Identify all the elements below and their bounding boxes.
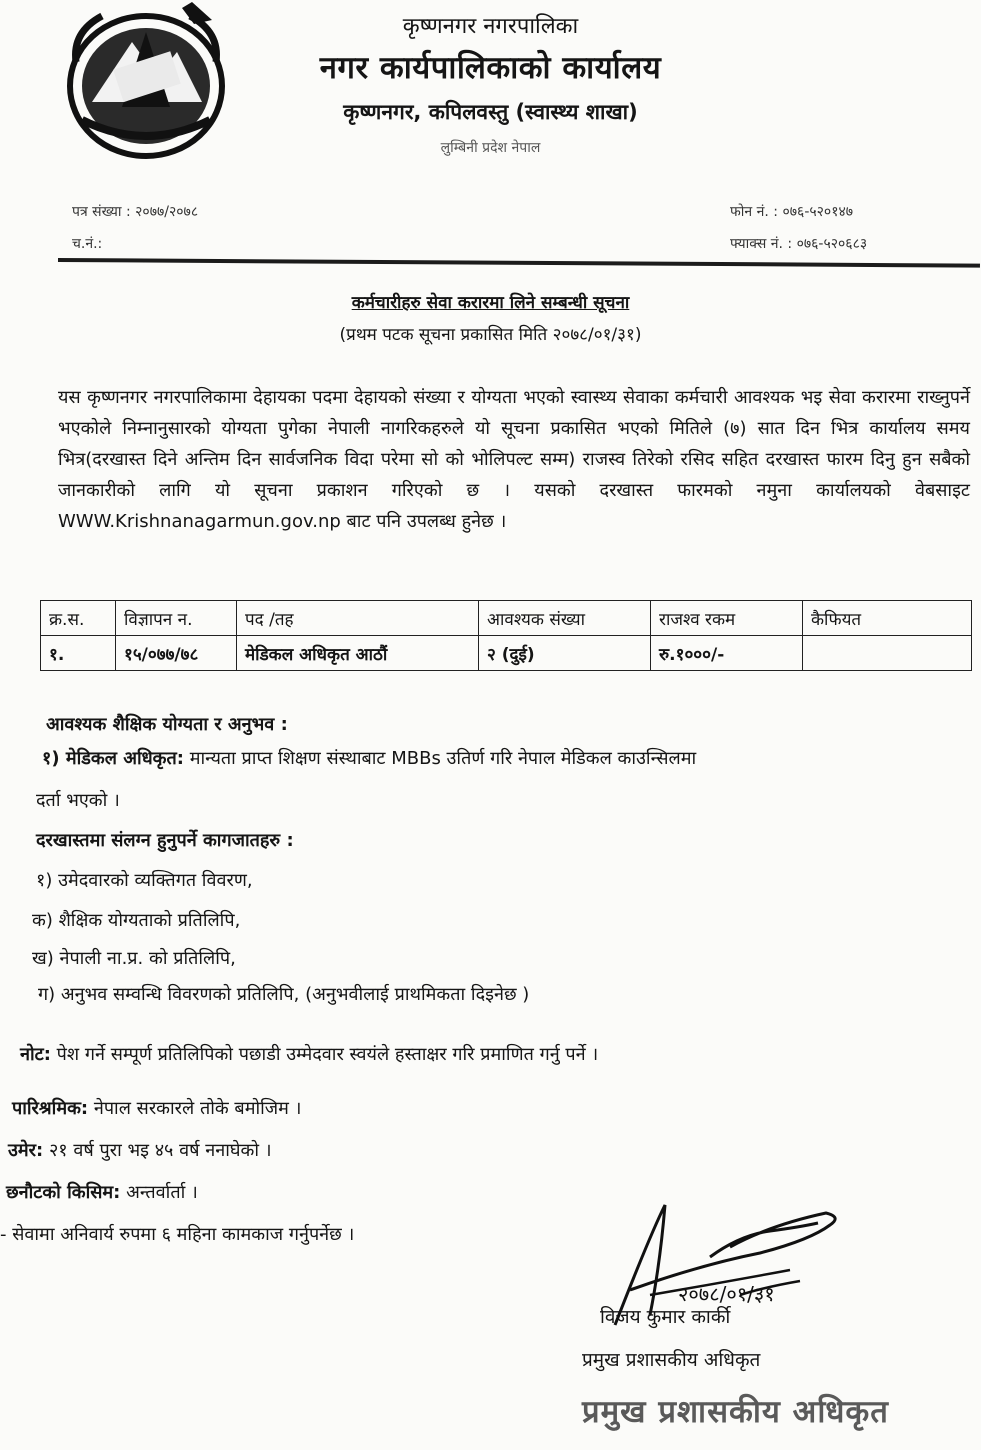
document-item-education: क) शैक्षिक योग्यताको प्रतिलिपि, [32, 910, 241, 931]
header-divider [58, 258, 980, 268]
vacancy-table [40, 600, 972, 671]
signatory-name: विजय कुमार कार्की [600, 1306, 731, 1328]
document-item-experience: ग) अनुभव सम्वन्धि विवरणको प्रतिलिपि, (अनुभवीलाई प्राथमिकता दिइनेछ ) [38, 984, 530, 1005]
header-post-level: पद /तह [237, 601, 479, 636]
header-required-count: आवश्यक संख्या [479, 601, 651, 636]
qualification-item-text: मान्यता प्राप्त शिक्षण संस्थाबाट MBBs उतिर्ण गरि नेपाल मेडिकल काउन्सिलमा [189, 748, 697, 769]
documents-heading: दरखास्तमा संलग्न हुनुपर्ने कागजातहरु : [36, 830, 294, 851]
selection-label: छनौटको किसिम: [6, 1182, 121, 1203]
province-name: लुम्बिनी प्रदेश नेपाल [440, 140, 541, 156]
signatory-title: प्रमुख प्रशासकीय अधिकृत [582, 1349, 761, 1371]
service-line: - सेवामा अनिवार्य रुपमा ६ महिना कामकाज गर्नुपर्नेछ । [0, 1224, 355, 1245]
notice-title-text: कर्मचारीहरु सेवा करारमा लिने सम्बन्धी सूचना [351, 293, 630, 313]
age-label: उमेर: [8, 1140, 44, 1161]
header-advert-no: विज्ञापन न. [116, 601, 237, 636]
official-stamp: प्रमुख प्रशासकीय अधिकृत [582, 1394, 889, 1430]
office-address: कृष्णनगर, कपिलवस्तु (स्वास्थ्य शाखा) [343, 100, 638, 124]
qualification-item [42, 746, 962, 770]
salary-text: नेपाल सरकारले तोके बमोजिम । [93, 1098, 302, 1119]
age-line [8, 1138, 272, 1162]
age-text: २१ वर्ष पुरा भइ ४५ वर्ष ननाघेको । [48, 1140, 272, 1161]
municipality-name: कृष्णनगर नगरपालिका [402, 14, 579, 39]
note-text: पेश गर्ने सम्पूर्ण प्रतिलिपिको पछाडी उम्मेदवार स्वयंले हस्ताक्षर गरि प्रमाणित गर्नु पर्ने । [56, 1044, 599, 1065]
office-title: नगर कार्यपालिकाको कार्यालय [319, 50, 662, 86]
header-serial: क्र.स. [41, 601, 116, 636]
document-item-citizenship: ख) नेपाली ना.प्र. को प्रतिलिपि, [32, 948, 236, 969]
fax-number: फ्याक्स नं. : ०७६-५२०६८३ [730, 236, 868, 252]
selection-text: अन्तर्वार्ता । [126, 1182, 198, 1203]
cell-serial: १. [41, 636, 116, 671]
document-item-personal: १) उमेदवारको व्यक्तिगत विवरण, [36, 870, 253, 891]
notice-subtitle: (प्रथम पटक सूचना प्रकासित मिति २०७८/०१/३१) [339, 325, 642, 345]
qualification-item-label: १) मेडिकल अधिकृत: [42, 748, 184, 769]
dispatch-number: च.नं.: [72, 236, 103, 252]
letter-number: पत्र संख्या : २०७७/२०७८ [72, 204, 199, 220]
notice-body: यस कृष्णनगर नगरपालिकामा देहायका पदमा देहायको संख्या र योग्यता भएको स्वास्थ्य सेवाका कर्मचारी आवश्यक भइ सेवा करारमा राख्नुपर्ने भएकोले निम्नानुसारको योग्यता पुगेका नेपाली नागरिकहरुले यो सूचना प्रकासित भएको मितिले (७) सात दिन भित्र कार्यालय समय भित्र(दरखास्त दिने अन्तिम दिन सार्वजनिक विदा परेमा सो को भोलिपल्ट सम्म) राजस्व तिरेको रसिद सहित दरखास्त फारम दिनु हुन सबैको जानकारीको लागि यो सूचना प्रकाशन गरिएको छ । यसको दरखास्त फारमको नमुना कार्यालयको वेबसाइट WWW.Krishnanagarmun.gov.np बाट पनि उपलब्ध हुनेछ । [58, 387, 970, 532]
table-header-row [41, 601, 972, 636]
qualification-item-cont: दर्ता भएको । [36, 790, 120, 811]
selection-line [6, 1180, 198, 1204]
salary-label: पारिश्रमिक: [12, 1098, 89, 1119]
cell-remarks [803, 636, 972, 671]
cell-post-level: मेडिकल अधिकृत आठौं [237, 636, 479, 671]
table-row [41, 636, 972, 671]
salary-line [12, 1096, 301, 1120]
header-remarks: कैफियत [803, 601, 972, 636]
qualification-heading: आवश्यक शैक्षिक योग्यता र अनुभव : [46, 714, 288, 735]
header-revenue-amount: राजश्व रकम [651, 601, 803, 636]
phone-number: फोन नं. : ०७६-५२०१४७ [730, 204, 854, 220]
cell-required-count: २ (दुई) [479, 636, 651, 671]
notice-title [0, 290, 981, 313]
note-label: नोट: [20, 1044, 51, 1065]
note-line [20, 1042, 970, 1066]
cell-revenue-amount: रु.१०००/- [651, 636, 803, 671]
signature-date: २०७८/०१/३१ [678, 1282, 775, 1306]
cell-advert-no: १५/०७७/७८ [116, 636, 237, 671]
